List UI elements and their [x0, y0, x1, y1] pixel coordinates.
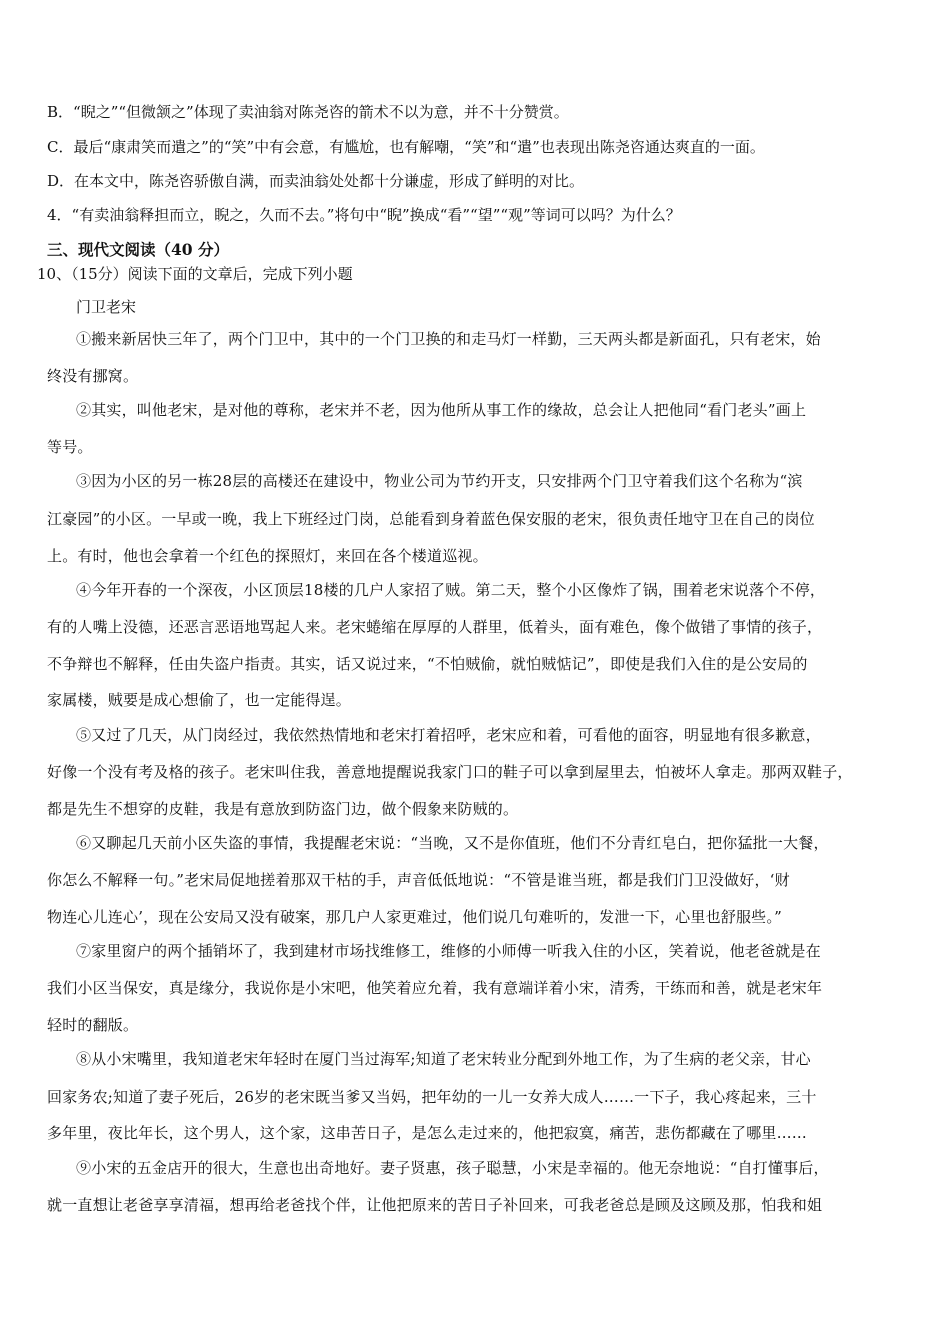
article-title: 门卫老宋	[76, 298, 137, 316]
article-line: ④今年开春的一个深夜，小区顶层18楼的几户人家招了贼。第二天，整个小区像炸了锅，围着老宋说落个不停，	[76, 581, 826, 599]
article-line: 我们小区当保安，真是缘分，我说你是小宋吧，他笑着应允着，我有意端详着小宋，清秀，干练而和善，就是老宋年	[47, 979, 823, 997]
article-line: 多年里，夜比年长，这个男人，这个家，这串苦日子，是怎么走过来的，他把寂寞，痛苦，悲伤都藏在了哪里……	[47, 1124, 808, 1142]
article-line: 有的人嘴上没德，还恶言恶语地骂起人来。老宋蜷缩在厚厚的人群里，低着头，面有难色，像个做错了事情的孩子，	[47, 618, 823, 636]
article-line: ⑤又过了几天，从门岗经过，我依然热情地和老宋打着招呼，老宋应和着，可看他的面容，明显地有很多歉意，	[76, 726, 821, 744]
article-line: 回家务农;知道了妻子死后，26岁的老宋既当爹又当妈，把年幼的一儿一女养大成人……一下子，我心疼起来，三十	[47, 1088, 817, 1106]
article-line: ②其实，叫他老宋，是对他的尊称，老宋并不老，因为他所从事工作的缘故，总会让人把他同“看门老头”画上	[76, 401, 807, 419]
article-line: 都是先生不想穿的皮鞋，我是有意放到防盗门边，做个假象来防贼的。	[47, 800, 519, 818]
article-line: 好像一个没有考及格的孩子。老宋叫住我，善意地提醒说我家门口的鞋子可以拿到屋里去，怕被坏人拿走。那两双鞋子，	[47, 763, 853, 781]
article-line: ⑨小宋的五金店开的很大，生意也出奇地好。妻子贤惠，孩子聪慧，小宋是幸福的。他无奈地说：“自打懂事后，	[76, 1159, 829, 1177]
article-line: 就一直想让老爸享享清福，想再给老爸找个伴，让他把原来的苦日子补回来，可我老爸总是顾及这顾及那，怕我和姐	[47, 1196, 823, 1214]
article-line: ⑥又聊起几天前小区失盗的事情，我提醒老宋说：“当晚，又不是你值班，他们不分青红皂白，把你猛批一大餐，	[76, 834, 829, 852]
article-line: ①搬来新居快三年了，两个门卫中，其中的一个门卫换的和走马灯一样勤，三天两头都是新面孔，只有老宋，始	[76, 330, 821, 348]
article-line: ⑦家里窗户的两个插销坏了，我到建材市场找维修工，维修的小师傅一听我入住的小区，笑着说，他老爸就是在	[76, 942, 821, 960]
article-line: 等号。	[47, 438, 93, 456]
article-line: 你怎么不解释一句。”老宋局促地搓着那双干枯的手，声音低低地说：“不管是谁当班，都是我们门卫没做好，‘财	[47, 871, 790, 889]
article-line: ⑧从小宋嘴里，我知道老宋年轻时在厦门当过海军;知道了老宋转业分配到外地工作，为了生病的老父亲，甘心	[76, 1050, 811, 1068]
question-10: 10、（15分）阅读下面的文章后，完成下列小题	[37, 265, 353, 283]
article-line: 家属楼，贼要是成心想偷了，也一定能得逞。	[47, 691, 352, 709]
article-line: 物连心儿连心’，现在公安局又没有破案，那几户人家更难过，他们说几句难听的，发泄一下，心里也舒服些。”	[47, 908, 782, 926]
article-line: 终没有挪窝。	[47, 367, 139, 385]
article-line: ③因为小区的另一栋28层的高楼还在建设中，物业公司为节约开支，只安排两个门卫守着我们这个名称为“滨	[76, 472, 803, 490]
article-line: 上。有时，他也会拿着一个红色的探照灯，来回在各个楼道巡视。	[47, 547, 488, 565]
article-line: 轻时的翻版。	[47, 1016, 139, 1034]
article-line: 不争辩也不解释，任由失盗户指责。其实，话又说过来，“不怕贼偷，就怕贼惦记”，即使是我们入住的是公安局的	[47, 655, 808, 673]
option-d: D．在本文中，陈尧咨骄傲自满，而卖油翁处处都十分谦虚，形成了鲜明的对比。	[47, 172, 585, 190]
option-c: C．最后“康肃笑而遣之”的“笑”中有会意，有尴尬，也有解嘲，“笑”和“遣”也表现出陈尧咨通达爽直的一面。	[47, 138, 765, 156]
option-b: B．“睨之”“但微颔之”体现了卖油翁对陈尧咨的箭术不以为意，并不十分赞赏。	[47, 103, 569, 121]
section-heading: 三、现代文阅读（40 分）	[47, 240, 229, 259]
article-line: 江豪园”的小区。一早或一晚，我上下班经过门岗，总能看到身着蓝色保安服的老宋，很负责任地守卫在自己的岗位	[47, 510, 815, 528]
question-4: 4．“有卖油翁释担而立，睨之，久而不去。”将句中“睨”换成“看”“望”“观”等词可以吗？为什么？	[47, 206, 681, 224]
